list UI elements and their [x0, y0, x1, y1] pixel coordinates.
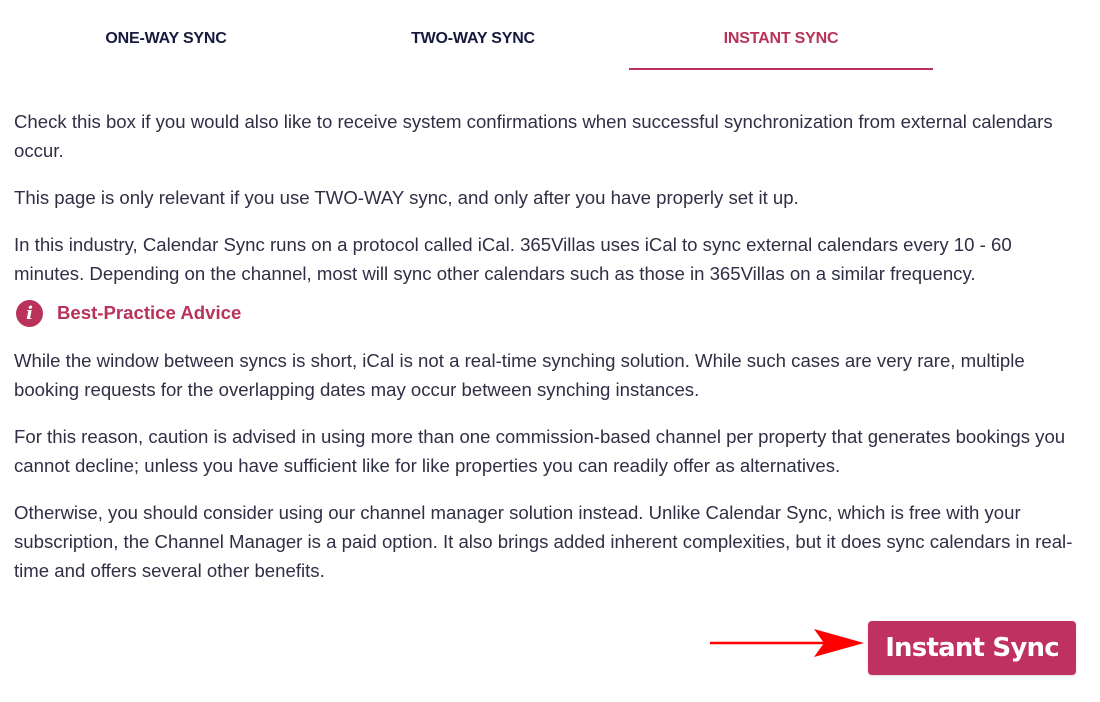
tab-two-way-sync[interactable]: TWO-WAY SYNC	[411, 30, 535, 47]
advice-title: Best-Practice Advice	[57, 302, 242, 323]
caution-paragraph: For this reason, caution is advised in using more than one commission-based channel per property that generates bookings you cannot decline; unless you have sufficient like for like properties you can readily offer as alternatives.	[14, 426, 1066, 476]
ical-paragraph: In this industry, Calendar Sync runs on a protocol called iCal. 365Villas uses iCal to sync external calendars every 10 - 60 minutes. Depending on the channel, most will sync other calendars such as those in 365Villas on a similar frequency.	[14, 234, 1012, 284]
relevance-paragraph: This page is only relevant if you use TWO-WAY sync, and only after you have properly set it up.	[14, 187, 799, 208]
instant-sync-button[interactable]: Instant Sync	[868, 621, 1076, 675]
main-content	[14, 107, 1086, 603]
sync-tabs	[0, 0, 1100, 70]
tab-one-way-sync[interactable]: ONE-WAY SYNC	[105, 30, 227, 47]
red-arrow-icon	[708, 626, 868, 662]
info-icon: i	[16, 300, 43, 327]
window-paragraph: While the window between syncs is short, iCal is not a real-time synching solution. While such cases are very rare, multiple booking requests for the overlapping dates may occur between synching instances.	[14, 350, 1025, 400]
best-practice-advice	[14, 298, 1086, 328]
tab-instant-sync[interactable]: INSTANT SYNC	[629, 0, 933, 70]
channel-manager-paragraph: Otherwise, you should consider using our channel manager solution instead. Unlike Calendar Sync, which is free with your subscription, the Channel Manager is a paid option. It also brings added inherent complexities, but it does sync calendars in real-time and offers several other benefits.	[14, 502, 1073, 581]
confirmation-paragraph: Check this box if you would also like to receive system confirmations when successful synchronization from external calendars occur.	[14, 111, 1053, 161]
